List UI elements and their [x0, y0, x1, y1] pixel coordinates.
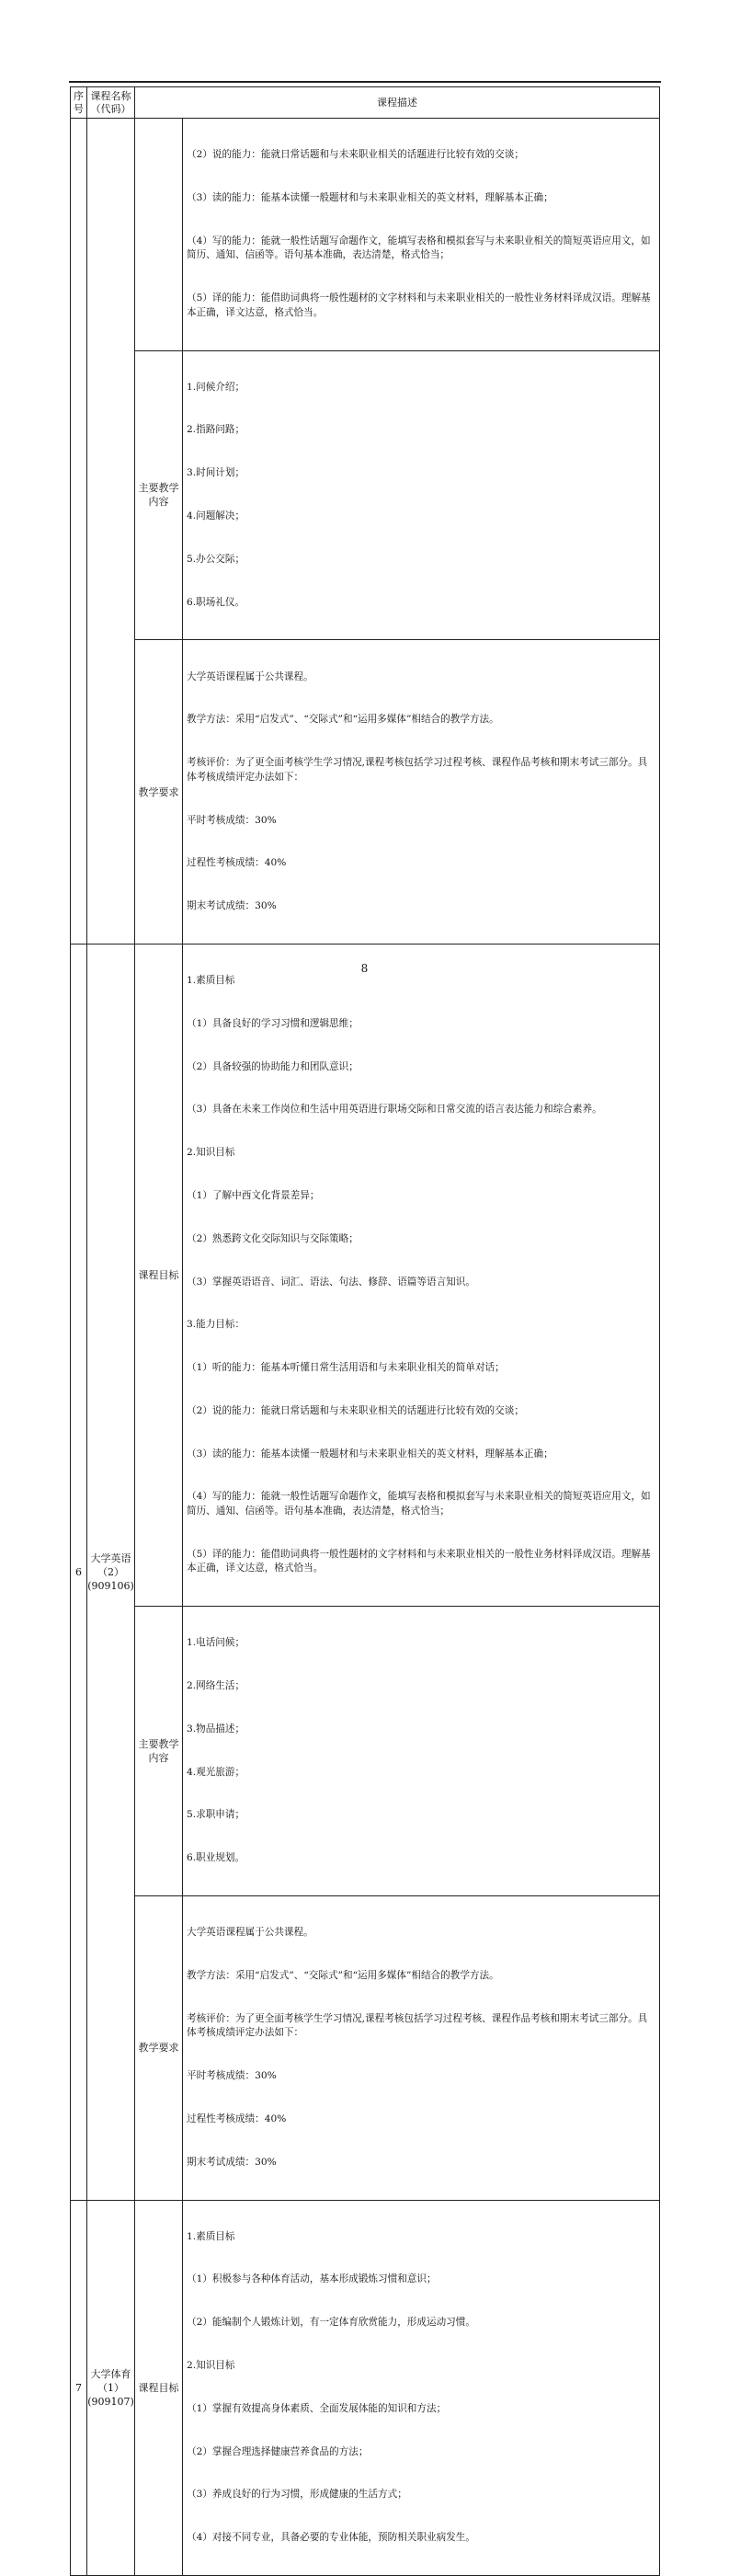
- list-item: 期末考试成绩：30%: [187, 2156, 277, 2168]
- course7-num: 7: [71, 2200, 87, 2575]
- table-row: [71, 1607, 660, 1896]
- list-item: 过程性考核成绩：40%: [187, 857, 287, 869]
- list-item: 平时考核成绩：30%: [187, 2070, 277, 2082]
- table-row: [71, 944, 660, 1606]
- list-item: 教学方法：采用“启发式”、“交际式”和“运用多媒体”相结合的教学方法。: [187, 714, 499, 726]
- list-item: 1.素质目标: [187, 975, 235, 987]
- list-item: 考核评价：为了更全面考核学生学习情况,课程考核包括学习过程考核、课程作品考核和期末考试三部分。具体考核成绩评定办法如下：: [187, 2012, 648, 2039]
- list-item: 过程性考核成绩：40%: [187, 2112, 287, 2124]
- list-item: 期末考试成绩：30%: [187, 900, 277, 912]
- list-item: 1.问候介绍；: [187, 381, 245, 393]
- course7-name-sub: （1）: [97, 2381, 124, 2394]
- list-item: 1.素质目标: [187, 2230, 235, 2242]
- course6-content-label: 主要教学内容: [135, 1607, 183, 1896]
- list-item: （1）了解中西文化背景差异；: [187, 1189, 320, 1201]
- table-row: [71, 640, 660, 944]
- course6-content-desc: [183, 1607, 660, 1896]
- cont-goals-label-cell: [135, 119, 183, 351]
- list-item: 4.问题解决；: [187, 510, 245, 522]
- course6-goals-desc: [183, 944, 660, 1606]
- list-item: （2）能编制个人锻炼计划，有一定体育欣赏能力，形成运动习惯。: [187, 2317, 475, 2329]
- list-item: （4）对接不同专业，具备必要的专业体能，预防相关职业病发生。: [187, 2532, 475, 2544]
- course7-name-cell: [87, 2200, 135, 2575]
- cont-name-cell: [87, 119, 135, 945]
- list-item: （2）说的能力：能就日常话题和与未来职业相关的话题进行比较有效的交谈；: [187, 1404, 524, 1416]
- course7-code: (909107): [87, 2395, 134, 2408]
- course6-name-sub: （2）: [97, 1565, 124, 1578]
- list-item: （1）听的能力：能基本听懂日常生活用语和与未来职业相关的简单对话；: [187, 1362, 505, 1374]
- header-course-desc: 课程描述: [135, 87, 660, 119]
- list-item: （2）熟悉跨文化交际知识与交际策略；: [187, 1232, 359, 1244]
- cont-content-label: 主要教学内容: [135, 350, 183, 640]
- list-item: 3.时间计划；: [187, 467, 245, 479]
- cont-req-label: 教学要求: [135, 640, 183, 944]
- table-row: [71, 1896, 660, 2200]
- list-item: 大学英语课程属于公共课程。: [187, 670, 313, 682]
- table-row: [71, 119, 660, 351]
- list-item: （3）具备在未来工作岗位和生活中用英语进行职场交际和日常交流的语言表达能力和综合素养。: [187, 1104, 602, 1116]
- list-item: 大学英语课程属于公共课程。: [187, 1927, 313, 1939]
- list-item: 1.电话问候；: [187, 1637, 245, 1649]
- list-item: （5）译的能力：能借助词典将一般性题材的文字材料和与未来职业相关的一般性业务材料译成汉语。理解基本正确，译文达意，格式恰当。: [187, 292, 651, 318]
- course7-goals-desc: [183, 2200, 660, 2575]
- list-item: 5.求职申请；: [187, 1809, 245, 1821]
- list-item: （2）掌握合理选择健康营养食品的方法；: [187, 2445, 369, 2457]
- list-item: 6.职场礼仪。: [187, 596, 245, 608]
- table-row: [71, 350, 660, 640]
- list-item: （4）写的能力：能就一般性话题写命题作文，能填写表格和模拟套写与未来职业相关的简短英语应用文，如简历、通知、信函等。语句基本准确，表达清楚，格式恰当；: [187, 1491, 651, 1517]
- list-item: 6.职业规划。: [187, 1852, 245, 1864]
- list-item: 平时考核成绩：30%: [187, 814, 277, 826]
- list-item: 考核评价：为了更全面考核学生学习情况,课程考核包括学习过程考核、课程作品考核和期末考试三部分。具体考核成绩评定办法如下：: [187, 757, 648, 783]
- table-header-row: [71, 87, 660, 119]
- list-item: 4.观光旅游；: [187, 1766, 245, 1778]
- list-item: （1）掌握有效提高身体素质、全面发展体能的知识和方法；: [187, 2402, 447, 2414]
- list-item: （3）读的能力：能基本读懂一般题材和与未来职业相关的英文材料，理解基本正确；: [187, 191, 553, 203]
- list-item: 教学方法：采用“启发式”、“交际式”和“运用多媒体”相结合的教学方法。: [187, 1970, 499, 1981]
- list-item: （4）写的能力：能就一般性话题写命题作文，能填写表格和模拟套写与未来职业相关的简短英语应用文，如简历、通知、信函等。语句基本准确，表达清楚，格式恰当；: [187, 235, 651, 261]
- course7-name: 大学体育: [90, 2367, 131, 2380]
- cont-goals-desc: [183, 119, 660, 351]
- list-item: （5）译的能力：能借助词典将一般性题材的文字材料和与未来职业相关的一般性业务材料译成汉语。理解基本正确，译文达意，格式恰当。: [187, 1548, 651, 1574]
- list-item: 2.知识目标: [187, 2360, 235, 2372]
- header-seq: 序号: [71, 87, 87, 119]
- cont-content-desc: [183, 350, 660, 640]
- course6-req-label: 教学要求: [135, 1896, 183, 2200]
- header-rule: [69, 81, 661, 83]
- cont-num-cell: [71, 119, 87, 945]
- list-item: 2.指路问路；: [187, 424, 245, 436]
- course6-num: 6: [71, 944, 87, 2200]
- header-course-name: 课程名称（代码）: [87, 87, 135, 119]
- list-item: （3）掌握英语语音、词汇、语法、句法、修辞、语篇等语言知识。: [187, 1276, 475, 1288]
- list-item: （2）具备较强的协助能力和团队意识；: [187, 1060, 359, 1072]
- list-item: （1）具备良好的学习习惯和逻辑思维；: [187, 1017, 359, 1029]
- list-item: （2）说的能力：能就日常话题和与未来职业相关的话题进行比较有效的交谈；: [187, 149, 524, 161]
- list-item: 5.办公交际；: [187, 553, 245, 565]
- course6-name: 大学英语: [90, 1551, 131, 1564]
- cont-req-desc: [183, 640, 660, 944]
- course-table: [70, 86, 660, 2576]
- course6-name-cell: [87, 944, 135, 2200]
- course7-goals-label: 课程目标: [135, 2200, 183, 2575]
- course6-code: (909106): [87, 1579, 134, 1592]
- course6-req-desc: [183, 1896, 660, 2200]
- list-item: 3.能力目标：: [187, 1319, 245, 1331]
- page-number: 8: [360, 962, 369, 975]
- list-item: （3）读的能力：能基本读懂一般题材和与未来职业相关的英文材料，理解基本正确；: [187, 1448, 553, 1460]
- list-item: 3.物品描述；: [187, 1723, 245, 1735]
- list-item: 2.知识目标: [187, 1147, 235, 1159]
- list-item: （1）积极参与各种体育活动，基本形成锻炼习惯和意识；: [187, 2273, 437, 2285]
- table-row: [71, 2200, 660, 2575]
- course6-goals-label: 课程目标: [135, 944, 183, 1606]
- list-item: （3）养成良好的行为习惯，形成健康的生活方式；: [187, 2489, 407, 2501]
- list-item: 2.网络生活；: [187, 1680, 245, 1692]
